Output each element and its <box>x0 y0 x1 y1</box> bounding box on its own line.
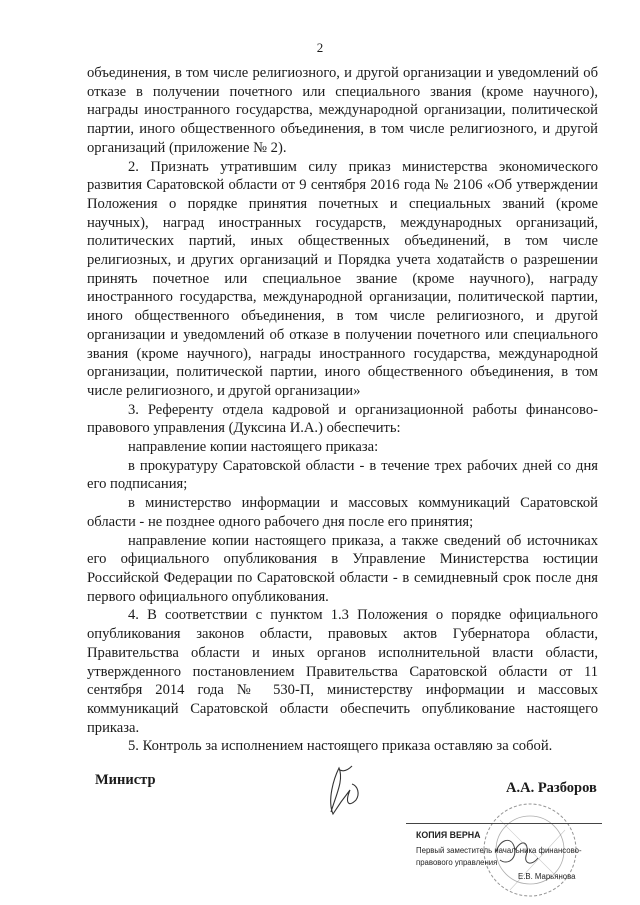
page-number: 2 <box>316 40 324 55</box>
stamp-title: КОПИЯ ВЕРНА <box>416 830 481 840</box>
signer-position: Министр <box>95 772 156 788</box>
paragraph: направление копии настоящего приказа, а также сведений об источниках его официального опубликования в Управление Министерства юстиции Российской Федерации по Саратовской области - в семидневный срок после дня первого официального опубликования. <box>87 532 598 605</box>
paragraph: объединения, в том числе религиозного, и другой организации и уведомлений об отказе в получении почетного или специального звания (кроме научного), награды иностранного государства, международной организации, политической партии, иного общественного объединения, в том числе религиозного, и другой организаций (приложение № 2). <box>87 65 598 156</box>
paragraph: в министерство информации и массовых коммуникаций Саратовской области - не позднее одного рабочего дня после его принятия; <box>87 495 598 530</box>
stamp-signer-name: Е.В. Марьянова <box>518 872 576 881</box>
paragraph: 3. Референту отдела кадровой и организационной работы финансово-правового управления (Дуксина И.А.) обеспечить: <box>87 401 598 437</box>
paragraph: 4. В соответствии с пунктом 1.3 Положения о порядке официального опубликования законов области, правовых актов Губернатора области, Правительства области и иных органов исполнительной власти области, утвержденного постановлением Правительства Саратовской области от 11 сентября 2014 года № 530-П, министерству информации и массовых коммуникаций Саратовской области обеспечить опубликование настоящего приказа. <box>87 607 598 736</box>
stamp-position-line1: Первый заместитель начальника финансово- <box>416 846 582 855</box>
certified-copy-stamp <box>406 823 602 886</box>
stamp-position-line2: правового управления <box>416 858 498 867</box>
paragraph: в прокуратуру Саратовской области - в течение трех рабочих дней со дня его подписания; <box>87 457 598 493</box>
paragraph: 5. Контроль за исполнением настоящего приказа оставляю за собой. <box>128 738 553 755</box>
paragraph: 2. Признать утратившим силу приказ министерства экономического развития Саратовской области от 9 сентября 2016 года № 2106 «Об утверждении Положения о порядке принятия почетных и специальных званий (кроме научных), наград иностранных государств, международных организаций, политических партий, иных общественных объединений, в том числе религиозных, и других организаций и Порядка учета ходатайств о разрешении принять почетное или специальное звание (кроме научного), награду иностранного государства, международной организации, политической партии, иного общественного объединения, в том числе религиозного, и другой организации и уведомлений об отказе в получении почетного или специального звания (кроме научного), награды иностранного государства, международной организации, политической партии, иного общественного объединения, в том числе религиозного, и другой организации» <box>87 158 598 399</box>
paragraph: направление копии настоящего приказа: <box>128 439 379 456</box>
signer-name: А.А. Разборов <box>506 780 597 796</box>
